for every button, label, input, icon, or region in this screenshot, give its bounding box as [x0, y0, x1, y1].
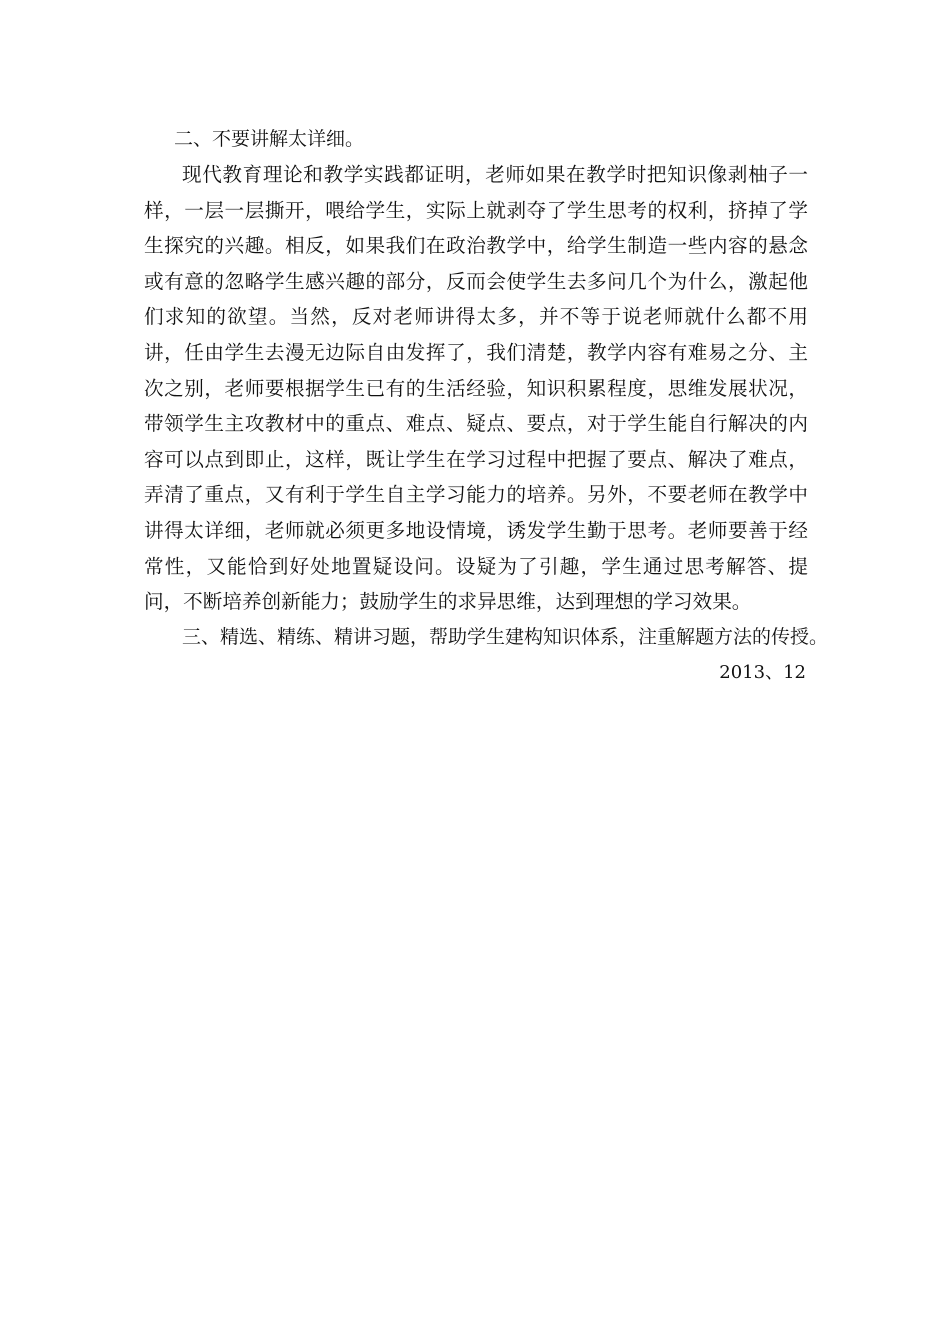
document-date: 2013、12 — [719, 661, 806, 683]
document-body — [144, 122, 829, 691]
section-heading-3: 三、精选、精练、精讲习题，帮助学生建构知识体系，注重解题方法的传授。 — [182, 625, 829, 648]
body-paragraph: 现代教育理论和教学实践都证明，老师如果在教学时把知识像剥柚子一样，一层一层撕开，喂给学生，实际上就剥夺了学生思考的权利，挤掉了学生探究的兴趣。相反，如果我们在政治教学中，给学生制造一些内容的悬念或有意的忽略学生感兴趣的部分，反而会使学生去多问几个为什么，激起他们求知的欲望。当然，反对老师讲得太多，并不等于说老师就什么都不用讲，任由学生去漫无边际自由发挥了，我们清楚，教学内容有难易之分、主次之别，老师要根据学生已有的生活经验，知识积累程度，思维发展状况，带领学生主攻教材中的重点、难点、疑点、要点，对于学生能自行解决的内容可以点到即止，这样，既让学生在学习过程中把握了要点、解决了难点，弄清了重点，又有利于学生自主学习能力的培养。另外，不要老师在教学中讲得太详细，老师就必须更多地设情境，诱发学生勤于思考。老师要善于经常性，又能恰到好处地置疑设问。设疑为了引趣，学生通过思考解答、提问，不断培养创新能力；鼓励学生的求异思维，达到理想的学习效果。 — [144, 163, 808, 614]
section-heading-2: 二、不要讲解太详细。 — [174, 128, 365, 150]
